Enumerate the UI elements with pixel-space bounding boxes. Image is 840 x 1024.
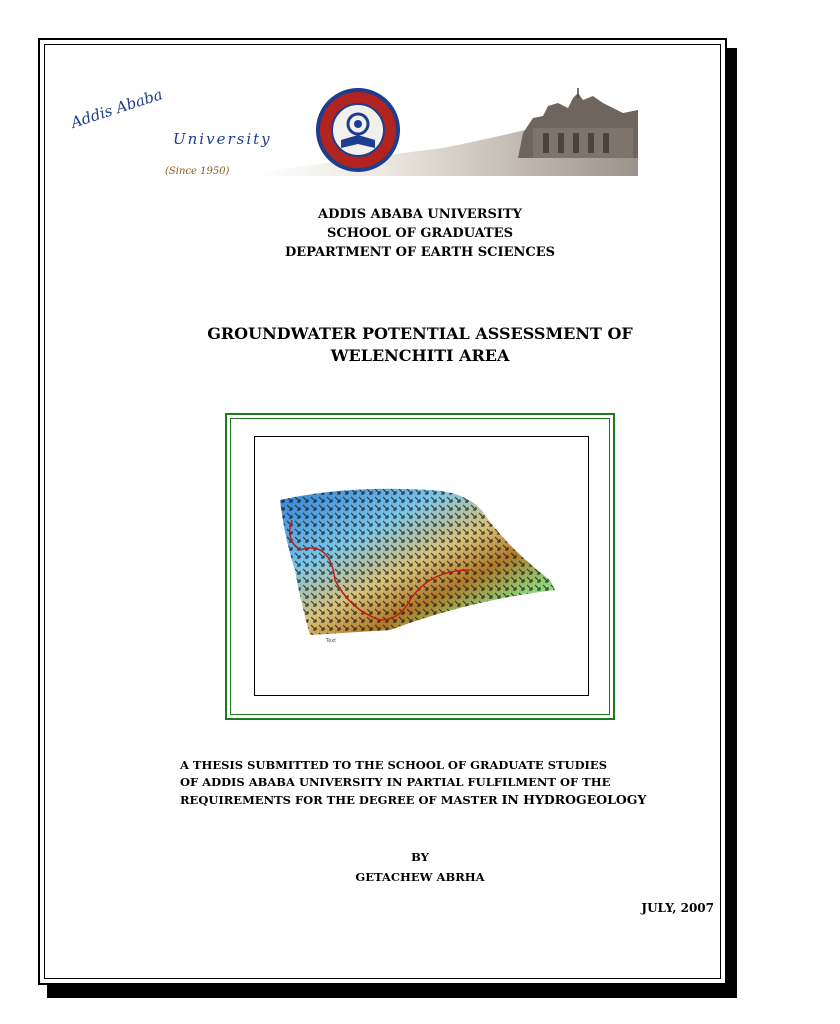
university-banner — [63, 85, 638, 178]
thesis-statement — [180, 757, 740, 809]
university-seal-icon — [318, 90, 398, 170]
author-block — [0, 847, 840, 887]
groundwater-surface-figure — [270, 480, 570, 644]
submission-date: JULY, 2007 — [641, 901, 714, 915]
department-name: DEPARTMENT OF EARTH SCIENCES — [284, 245, 556, 260]
svg-text:University: University — [173, 130, 272, 148]
title-line-2: WELENCHITI AREA — [330, 346, 510, 365]
thesis-title — [36, 323, 804, 367]
thesis-line-3: REQUIREMENTS FOR THE DEGREE OF MASTER IN HYDROGEOLOGY — [180, 792, 647, 807]
author-name: GETACHEW ABRHA — [355, 870, 485, 884]
svg-text:(Since 1950): (Since 1950) — [165, 166, 230, 177]
institution-header — [44, 205, 796, 262]
degree-field: IN HYDROGEOLOGY — [501, 792, 647, 807]
title-line-1: GROUNDWATER POTENTIAL ASSESSMENT OF — [207, 324, 633, 343]
by-label: BY — [411, 850, 429, 864]
school-name: SCHOOL OF GRADUATES — [327, 226, 513, 241]
university-name: ADDIS ABABA UNIVERSITY — [318, 207, 522, 222]
thesis-line-2: OF ADDIS ABABA UNIVERSITY IN PARTIAL FULFILMENT OF THE — [180, 775, 611, 789]
thesis-line-1: A THESIS SUBMITTED TO THE SCHOOL OF GRADUATE STUDIES — [180, 758, 608, 772]
svg-text:Addis Ababa: Addis Ababa — [68, 85, 165, 132]
figure-label: Text — [326, 638, 337, 644]
